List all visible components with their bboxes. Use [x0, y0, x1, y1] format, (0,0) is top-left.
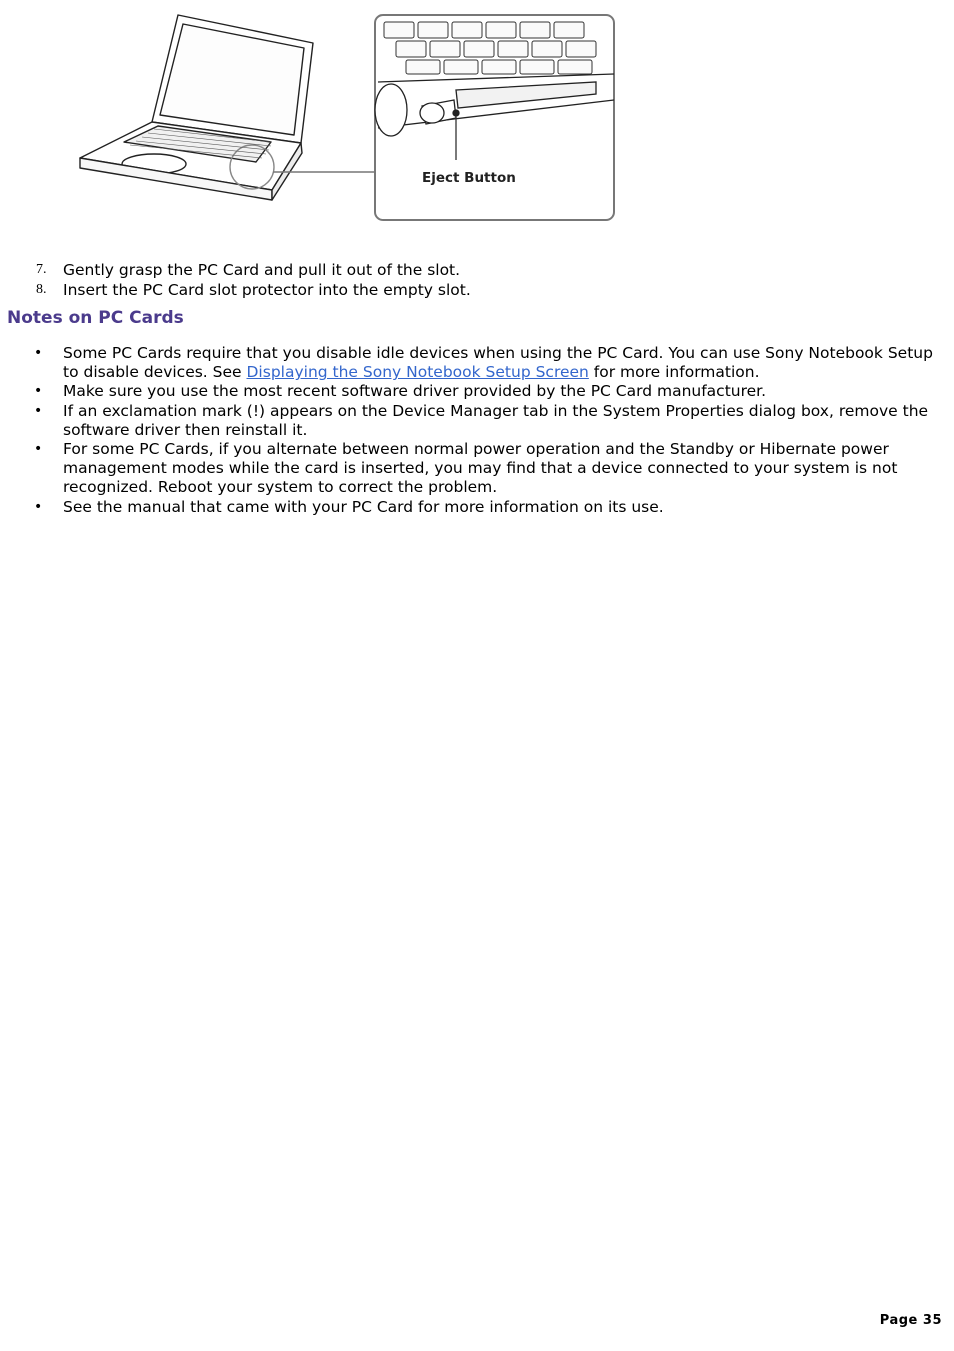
setup-screen-link[interactable]: Displaying the Sony Notebook Setup Screen	[246, 363, 589, 382]
step-number: 7.	[36, 262, 47, 277]
bullet-icon: •	[34, 402, 43, 419]
bullet-icon: •	[34, 345, 43, 361]
note-item	[0, 382, 954, 401]
step-text: Insert the PC Card slot protector into the empty slot.	[63, 281, 471, 299]
note-text: If an exclamation mark (!) appears on the Device Manager tab in the System Properties dialog box, remove the software driver then reinstall it.	[63, 401, 929, 439]
eject-button-callout: Eject Button	[422, 170, 516, 186]
notes-heading: Notes on PC Cards	[7, 308, 184, 328]
step-text: Gently grasp the PC Card and pull it out of the slot.	[63, 261, 461, 279]
note-text: Make sure you use the most recent software driver provided by the PC Card manufacturer.	[63, 382, 767, 401]
bullet-icon: •	[34, 441, 43, 458]
note-item	[0, 440, 954, 498]
note-text: for more information.	[588, 363, 760, 382]
note-item	[0, 344, 954, 382]
bullet-icon: •	[34, 383, 43, 400]
note-text: Some PC Cards require that you disable idle devices when using the PC Card. You can use Sony Notebook Setup to disable devices. See	[63, 344, 933, 382]
note-text: See the manual that came with your PC Card for more information on its use.	[63, 497, 664, 516]
procedure-steps	[0, 260, 954, 300]
bullet-icon: •	[34, 498, 43, 515]
step-number: 8.	[36, 282, 47, 297]
note-item	[0, 498, 954, 517]
note-text: For some PC Cards, if you alternate between normal power operation and the Standby or Hibernate power management modes while the card is inserted, you may find that a device connected to your system is not recognized. Reboot your system to correct the problem.	[63, 440, 898, 497]
note-item	[0, 402, 954, 440]
step-item	[0, 260, 954, 280]
pc-card-eject-illustration	[66, 10, 620, 226]
notes-list	[0, 344, 954, 517]
step-item	[0, 280, 954, 300]
page-number: Page 35	[879, 1313, 942, 1328]
